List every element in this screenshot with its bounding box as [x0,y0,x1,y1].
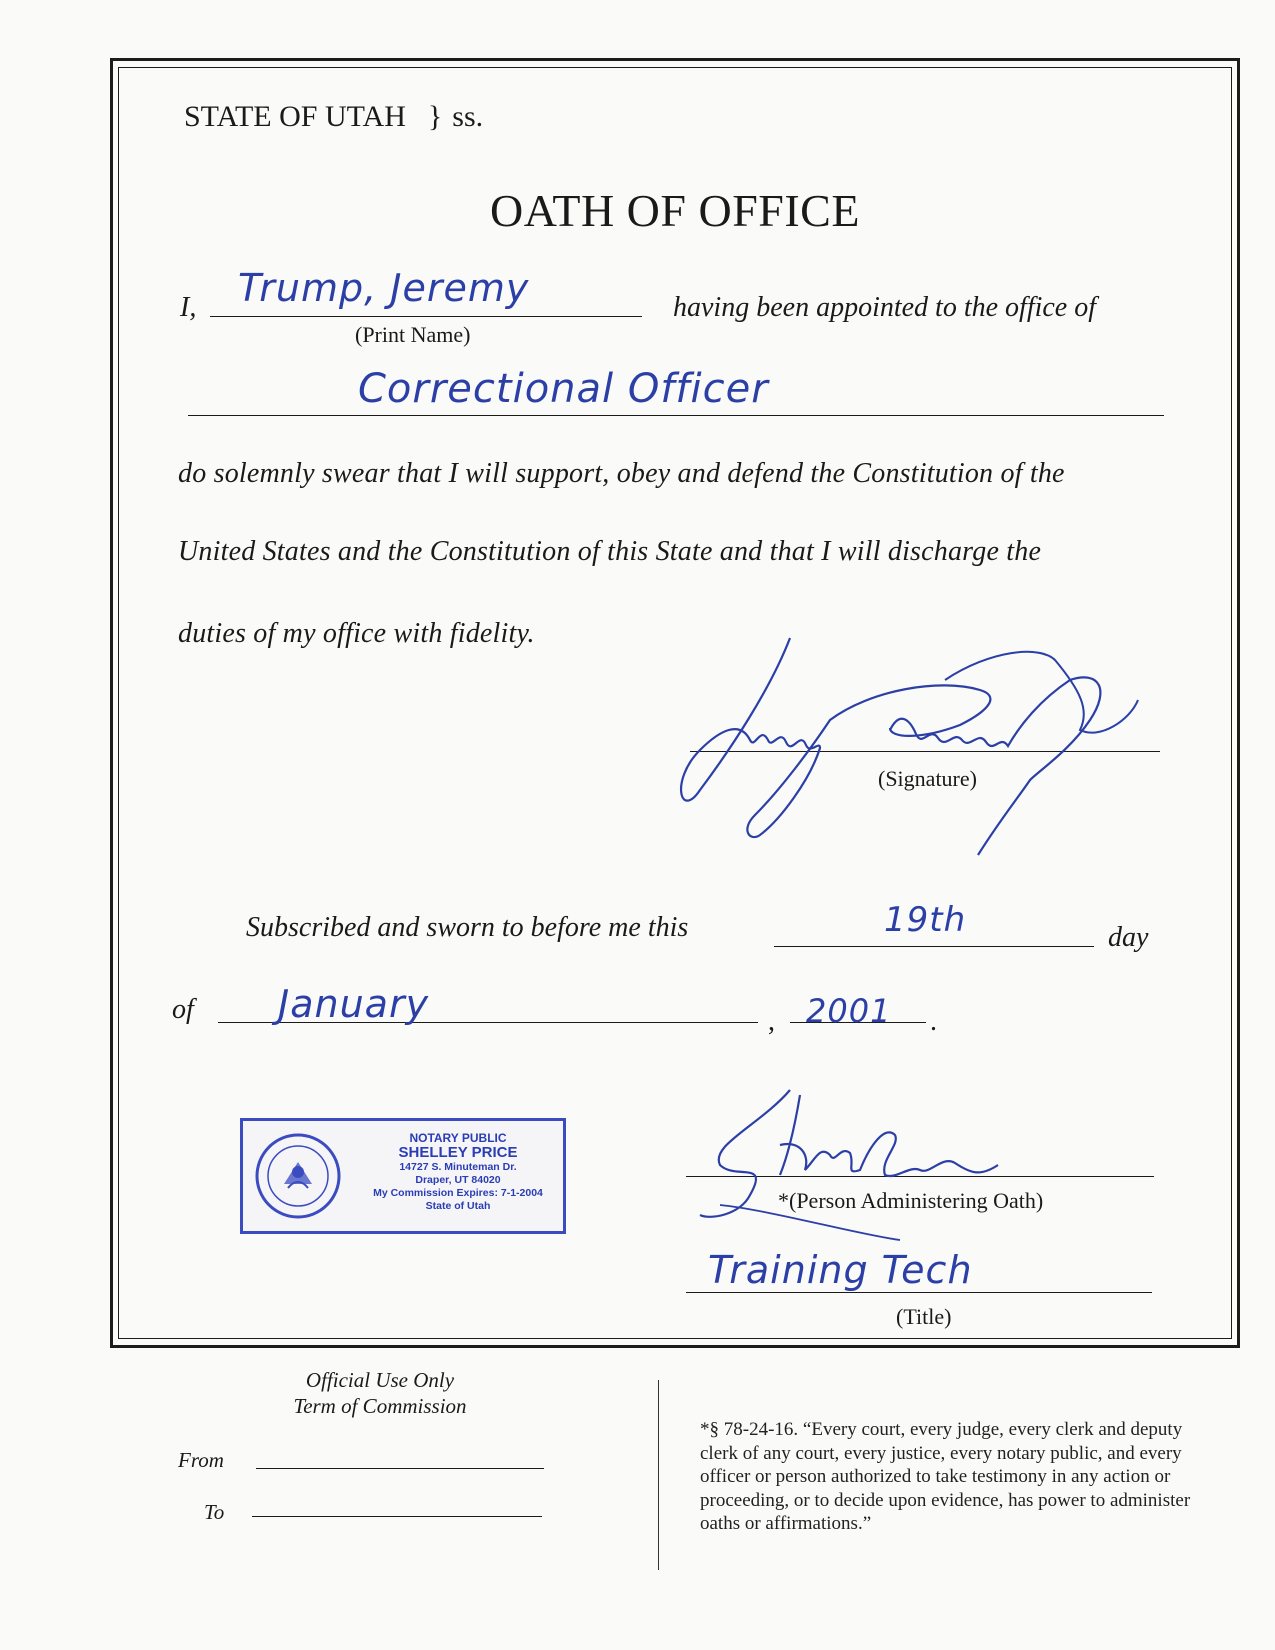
handwritten-office: Correctional Officer [358,366,769,412]
state-name: STATE OF UTAH [184,100,406,133]
of-word: of [172,994,194,1025]
to-line[interactable] [252,1516,542,1517]
day-word: day [1108,922,1149,953]
oath-line-2: United States and the Constitution of this State and that I will discharge the [178,536,1042,567]
i-prefix: I, [180,292,197,323]
period: . [930,1006,937,1037]
stamp-line-1: NOTARY PUBLIC [409,1131,507,1145]
oath-line-1: do solemnly swear that I will support, obey and defend the Constitution of the [178,458,1065,489]
brace-symbol: } [427,100,443,133]
handwritten-title: Training Tech [708,1248,973,1292]
print-name-label: (Print Name) [355,322,471,347]
stamp-text-block [358,1132,558,1213]
stamp-line-4: Draper, UT 84020 [415,1174,501,1186]
term-of-commission-heading: Term of Commission [293,1394,467,1418]
handwritten-month: January [278,982,430,1026]
official-use-heading: Official Use Only [305,1368,455,1392]
subscribed-text: Subscribed and sworn to before me this [246,912,689,943]
document-title: OATH OF OFFICE [490,185,860,236]
oath-line-3: duties of my office with fidelity. [178,618,535,649]
state-seal-icon [254,1132,342,1220]
ss-abbrev: ss. [452,100,484,133]
day-line [774,946,1094,947]
stamp-line-6: State of Utah [425,1200,491,1212]
notary-stamp [240,1118,570,1238]
handwritten-day: 19th [884,900,967,940]
stamp-line-5: My Commission Expires: 7-1-2004 [373,1187,543,1199]
title-line [686,1292,1152,1293]
statute-citation: *§ 78-24-16. “Every court, every judge, every clerk and deputy clerk of any court, every justice, every notary public, and every officer or person authorized to take testimony in any action or proceeding, or to decide upon evidence, has power to administer oaths or affirmations.” [700,1419,1191,1534]
office-line [188,415,1164,416]
title-label: (Title) [896,1304,952,1329]
administering-signature-scribble [680,1085,1040,1245]
signature-label: (Signature) [878,766,977,791]
from-label: From [178,1448,224,1472]
stamp-line-3: 14727 S. Minuteman Dr. [399,1161,517,1173]
appointed-text: having been appointed to the office of [673,292,1097,323]
stamp-line-2: SHELLEY PRICE [398,1144,518,1161]
from-line[interactable] [256,1468,544,1469]
signature-scribble [660,630,1140,870]
administering-label: *(Person Administering Oath) [778,1188,1044,1213]
handwritten-year: 2001 [806,992,892,1030]
print-name-line [210,316,642,317]
to-label: To [204,1500,225,1524]
handwritten-name: Trump, Jeremy [238,266,530,310]
state-header [184,100,483,134]
comma: , [768,1006,775,1037]
footer-divider [658,1380,659,1570]
